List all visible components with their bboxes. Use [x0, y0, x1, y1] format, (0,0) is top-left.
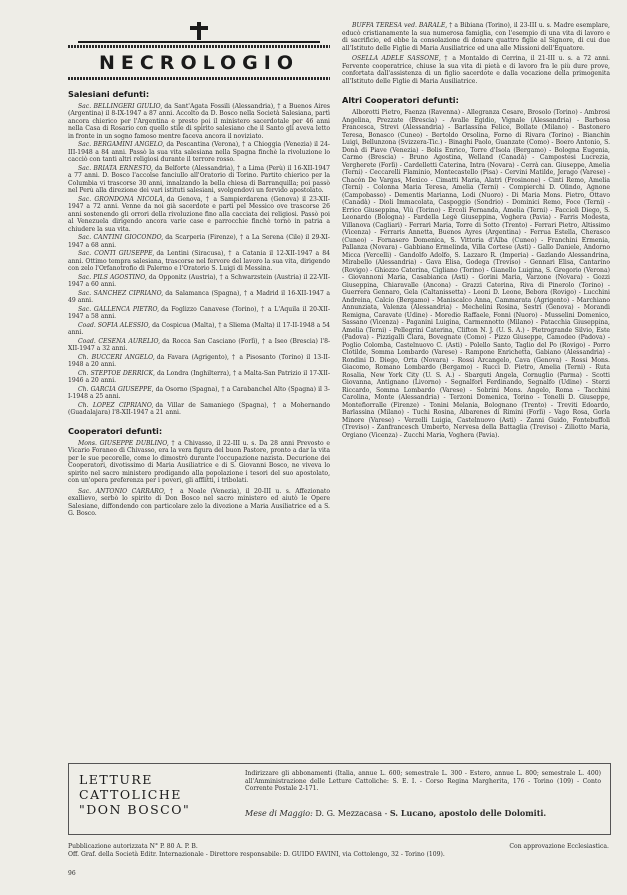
- obituary-text: da Favara (Agrigento), † a Pisosanto (Torino) il 13-II-1948 a 20 anni.: [68, 353, 331, 368]
- box-title-line2: CATTOLICHE: [79, 787, 182, 802]
- footer-authorization: Pubblicazione autorizzata N° P. 80 A. P. B.: [68, 843, 198, 850]
- obituary-entry: [68, 488, 330, 518]
- obituary-entry: [68, 370, 330, 385]
- obituary-text: da Pescantina (Verona), † a Chioggia (Venezia) il 24-III-1948 a 84 anni. Passò la sua vita salesiana nella Spagna finchè la rivoluzione lo cacciò con tanti altri religiosi durante il terrore rosso.: [68, 141, 330, 163]
- obituary-name: Sac. BRIATA ERNESTO,: [78, 164, 153, 172]
- obituary-text: da Foglizzo Canavese (Torino), † a L'Aquila il 20-XII-1947 a 58 anni.: [68, 305, 330, 320]
- obituary-entry: [68, 354, 330, 369]
- obituary-name: Sac. CONTI GIUSEPPE,: [78, 250, 155, 257]
- obituary-text: † a Noale (Venezia), il 20-III u. s. Affezionato exallievo, serbò lo spirito di Don Bosco nel sacro ministero ed aiutò le Opere Salesiane, diffondendo con particolare zelo la divozione a Maria Ausiliatrice ed a S. G. Bosco.: [68, 487, 330, 517]
- obituary-entry: [68, 274, 330, 289]
- obituary-name: Coad. SOFIA ALESSIO,: [78, 321, 151, 329]
- obituary-entry: [68, 141, 330, 164]
- obituary-entry: [68, 234, 330, 249]
- obituary-name: Sac. GRONDONA NICOLA,: [78, 195, 165, 203]
- obituary-entry: [68, 306, 330, 321]
- page-number: 96: [68, 870, 76, 877]
- box-title-line3: "DON BOSCO": [79, 802, 191, 817]
- salesiani-heading: Salesiani defunti:: [68, 88, 150, 99]
- obituary-entry: [68, 103, 330, 141]
- right-column: [342, 22, 610, 439]
- box-month-line: [245, 808, 601, 819]
- obituary-name: Sac. PILS AGOSTINO,: [78, 273, 147, 281]
- obituary-entry: [68, 338, 330, 353]
- box-dash: -: [384, 809, 388, 818]
- cooperatori-list: [68, 440, 330, 518]
- box-month-label: Mese di Maggio:: [245, 809, 313, 818]
- obituary-entry: [342, 22, 610, 52]
- salesiani-list: [68, 103, 330, 417]
- box-title-line1: LETTURE: [79, 772, 153, 787]
- obituary-name: Sac. CANTINI GIOCONDO,: [78, 234, 164, 241]
- obituary-name: Mons. GIUSEPPE DUBLINO,: [78, 439, 169, 447]
- box-title: [79, 772, 239, 817]
- right-top-list: [342, 22, 610, 85]
- obituary-name: Sac. ANTONIO CARRARO,: [78, 487, 166, 495]
- obituary-text: da Villar de Samaniego (Spagna), † a Mohernando (Guadalajara) l'8-XII-1947 a 21 anni.: [68, 401, 331, 416]
- header-rule: [78, 41, 320, 43]
- obituary-text: da Genova, † a Sampierdarena (Genova) il 23-XII-1947 a 72 anni. Venne da noi già sacerdote e partì pel Messico ove trascorse 26 anni sostenendo gli orrori della rivoluzione fino alla cacciata dei religiosi. Passò poi al Venezuela dirigendo ancora varie case e parrocchie finchè tornò in patria a chiudere la sua vita.: [68, 195, 330, 233]
- obituary-entry: [68, 386, 330, 401]
- obituary-name: Ch. GARCIA GIUSEPPE,: [78, 385, 154, 393]
- obituary-text: da Rocca San Casciano (Forlì), † a Iseo (Brescia) l'8-XII-1947 a 32 anni.: [68, 337, 331, 352]
- cooperatori-heading: Cooperatori defunti:: [68, 425, 163, 436]
- obituary-name: BUFFA TERESA ved. BARALE,: [352, 22, 448, 29]
- altri-list: Alborotti Pietro, Faenza (Ravenna) - Allegranza Cesare, Brosolo (Torino) - Ambrosi Angelina, Prezzate (Brescia) - Avalle Egidio, Vignale (Alessandria) - Barbosa Francesca, Strevi (Alessandria) - Barlassina Felice, Bollate (Milano) - Bastonero Teresa, Bonasco (Cuneo) - Bertoldo Orsolina, Forno di Rivara (Torino) - Bianchin Luigi, Bellunzona (Svizzera-Tic.) - Binaghi Paolo, Guanzate (Como) - Boero Antonio, S. Donà di Piave (Venezia) - Bolis Enrico, Torre d'Isola (Bergamo) - Bologna Eugenia, Carmo (Brescia) - Bruno Agostina, Welland (Canadà) - Campostesi Lucrezia, Vergherete (Forlì) - Cardelletti Caterina, Intra (Novara) - Cerrà can. Giuseppe, Amelia (Terni) - Ceccarelli Flaminio, Montecastello (Pisa) - Cervini Matilde, Jerago (Varese) - Chacón De Vargas, Mexico - Cimatti Maria, Alatri (Frosinone) - Cinti Remo, Amelia (Terni) - Colonna Maria Teresa, Amelia (Terni) - Compierchi D. Olindo, Agnone (Campobasso) - Dementis Marianna, Lodi (Nuoro) - Di Maria Mons. Pietro, Ottavo (Canadà) - Dioli Immacolata, Caspoggio (Sondrio) - Dominici Remo, Foce (Terni) - Errico Giuseppina, Viù (Torino) - Ercoli Fernanda, Amelia (Terni) - Faccioli Diego, S. Leonardo (Bologna) - Fardella Legè Giuseppina, Voghera (Pavia) - Farris Modesta, Villanova (Cagliari) - Ferrari Maria, Torre di Sotto (Trento) - Ferrari Pietro, Altissimo (Vicenza) - Ferraris Annetta, Buenos Ayres (Argentina) - Ferrua Estella, Cherasco (Cuneo) - Fornasero Domenica, S. Vittoria d'Alba (Cuneo) - Franchini Ermenia, Pallanza (Novara) - Gabbiano Ermelinda, Villa Cortese (Asti) - Gallo Daniele, Andorno Micca (Vercelli) - Gandolfo Adolfo, S. Lazzaro R. (Imperia) - Gazlando Alessandrina, Mirabello (Alessandria) - Gava Elisa, Godega (Treviso) - Gennari Elisa, Cantarino (Rovigo) - Ghiozzo Caterina, Cigliano (Torino) - Gianello Luigina, S. Gregorio (Verona) - Giovannoni Maria, Casabianca (Asti) - Gorini Maria, Varzone (Novara) - Gozzi Giuseppina, Chiaravalle (Ancona) - Grazzi Caterina, Riva di Pinerolo (Torino) - Guerrera Gennaro, Gela (Caltanissetta) - Leoni D. Leone, Bebora (Rovigo) - Lucchini Andreina, Calcio (Bergamo) - Maniscalco Anna, Cammarata (Agrigento) - Marchiano Annunziata, Valenza (Alessandria) - Mechelini Rosina, Sestri (Genova) - Morandi Remigna, Caravate (Udine) - Moredio Raffaele, Fonni (Nuoro) - Musselini Domenico, Sassano (Vicenza) - Paganini Luigina, Carmennotto (Milano) - Patacchia Giuseppina, Amelia (Terni) - Pellegrini Caterina, Clifton N. J. (U. S. A.) - Pietrogrande Silvio, Este (Padova) - Pizzigalli Clara, Bovegnate (Como) - Pizzo Giuseppe, Camodeo (Padova) - Poglio Colomba, Castelnuovo C. (Asti) - Polello Santo, Taglio del Po (Rovigo) - Porro Clotilde, Somma Lombardo (Varese) - Rampone Enrichetta, Gabiano (Alessandria) - Rondini D. Diego, Orta (Novara) - Rossi Arcangelo, Cava (Genova) - Rossi Mons. Giacomo, Romano Lombardo (Bergamo) - Rucci D. Pietro, Amelia (Terni) - Ruta Rosalia, New York City (U. S. A.) - Sbarguti Angela, Cornuglio (Parma) - Scotti Giovanna, Antignano (Livorno) - Segnalfori Ferdinando, Segnalfo (Udine) - Sterzi Riccardo, Somma Lombardo (Varese) - Sobrini Mons. Angelo, Roma - Tacchini Carolina, Monte (Alessandria) - Terzoni Domenica, Torino - Tonelli D. Giuseppe, Montefiorralle (Firenze) - Tonini Melania, Bolognano (Trento) - Treviti Edoardo, Barlassina (Milano) - Tuchi Rosina, Albarenes di Rimini (Forlì) - Vago Rosa, Gorla Minore (Varese) - Verzelli Luigia, Castelnuovo (Asti) - Zanni Guido, Fontebuffoli (Treviso) - Zanfrancesch Umberto, Nervesa della Battaglia (Treviso) - Ziliotto Maria, Orgiano (Vicenza) - Zucchi Maria, Voghera (Pavia).: [342, 109, 610, 439]
- obituary-text: † a Montaldo di Cerrina, il 21-III u. s. a 72 anni. Fervente cooperatrice, chiuse la sua vita di pietà e di lavoro fra le più dure prove, confortata dall'assistenza di un figlio sacerdote e dalla vocazione della primogenita all'Istituto delle Figlie di Maria Ausiliatrice.: [342, 55, 610, 85]
- obituary-text: † a Bibiana (Torino), il 23-III u. s. Madre esemplare, educò cristianamente la sua numerosa famiglia, con l'esempio di una vita di lavoro e di sacrificio, ed ebbe la consolazione di donare quattro figlie al Signore, di cui due all'Istituto delle Figlie di Maria Ausiliatrice ed una alle Missioni dell'Equatore.: [342, 22, 610, 52]
- obituary-entry: [68, 402, 330, 417]
- obituary-entry: [68, 250, 330, 273]
- left-column: [68, 22, 330, 521]
- obituary-text: da Salamanca (Spagna), † a Madrid il 16-XII-1947 a 49 anni.: [68, 289, 330, 304]
- obituary-name: Sac. BELLINGERI GIULIO,: [78, 102, 163, 110]
- obituary-text: da Sant'Agata Fossili (Alessandria), † a Buenos Aires (Argentina) il 8-IX-1947 a 87 anni. Accolto da D. Bosco nella Società Salesiana, partì ancora chierico per l'Argentina e presto poi il ministero sacerdotale per 46 anni nella Casa di Rosario con quello stile di spirito salesiano che il Santo gli aveva letto in fronte in un sogno famoso mentre faceva ancora il noviziato.: [68, 102, 330, 140]
- obituary-text: da Londra (Inghilterra), † a Malta-San Patrizio il 17-XII-1946 a 20 anni.: [68, 369, 330, 384]
- obituary-name: Ch. BUCCERI ANGELO,: [78, 353, 155, 361]
- obituary-text: da Osorno (Spagna), † a Carabanchel Alto (Spagna) il 3-I-1948 a 25 anni.: [68, 385, 330, 400]
- obituary-name: Ch. LOPEZ CIPRIANO,: [78, 401, 154, 409]
- page-title: NECROLOGIO: [98, 51, 299, 74]
- obituary-text: da Belforte (Alessandria), † a Lima (Perù) il 16-XII-1947 a 77 anni. D. Bosco l'accolse fanciullo all'Oratorio di Torino. Partito chierico per la Columbia vi trascorse 30 anni, innalzando la bella chiesa di Barranquilla; poi passò nel Perù alla direzione dei vari istituti salesiani, svolgendovi un fervido apostolato.: [68, 164, 330, 194]
- header-band-bottom: [68, 77, 330, 80]
- obituary-name: Sac. BERGAMINI ANGELO,: [78, 141, 165, 148]
- obituary-name: OSELLA ADELE SASSONE,: [352, 55, 441, 62]
- obituary-entry: [68, 290, 330, 305]
- obituary-entry: [68, 196, 330, 234]
- obituary-text: da Cospicua (Malta), † a Sliema (Malta) il 17-II-1948 a 54 anni.: [68, 321, 330, 336]
- header-band: [68, 45, 330, 48]
- box-book-title: S. Lucano, apostolo delle Dolomiti.: [389, 808, 547, 818]
- obituary-name: Sac. SANCHEZ CIPRIANO,: [78, 289, 164, 297]
- footer-printer: Off. Graf. della Società Editr. Internazionale - Direttore responsabile: D. GUIDO FAVINI, via Cottolengo, 32 - Torino (109).: [68, 851, 445, 858]
- obituary-entry: [68, 322, 330, 337]
- obituary-entry: [68, 165, 330, 195]
- obituary-text: † a Chivasso, il 22-III u. s. Da 28 anni Prevosto e Vicario Foraneo di Chivasso, era la vera figura del buon Pastore, pronto a dar la vita per le sue pecorelle, come lo dimostrò durante l'occupazione nazista. Decurione dei Cooperatori, divotissimo di Maria Ausiliatrice e di S. Giovanni Bosco, ne viveva lo spirito nel sacro ministero prodigando alla popolazione i tesori del suo apostolato, con un'opera preferenza per i poveri, gli afflitti, i tribolati.: [68, 439, 330, 484]
- obituary-entry: [342, 55, 610, 85]
- footer-approval: Con approvazione Ecclesiastica.: [509, 843, 609, 850]
- obituary-name: Ch. STEPTOE DERRICK,: [78, 369, 155, 377]
- obituary-text: da Opponitz (Austria), † a Schwarzstein (Austria) il 22-VII-1947 a 60 anni.: [68, 273, 331, 288]
- obituary-entry: [68, 440, 330, 485]
- obituary-name: Coad. CESENA AURELIO,: [78, 337, 161, 345]
- letture-cattoliche-box: [68, 763, 611, 835]
- box-author: D. G. Mezzacasa: [315, 809, 383, 818]
- obituary-text: da Scarperia (Firenze), † a La Serena (Cile) il 29-XI-1947 a 68 anni.: [68, 234, 330, 249]
- box-subscription-info: Indirizzare gli abbonamenti (Italia, annue L. 600; semestrale L. 300 - Estero, annue L. 800; semestrale L. 400) all'Amministrazione delle Letture Cattoliche: S. E. I. - Corso Regina Margherita, 176 - Torino (109) - Conto Corrente Postale 2-171.: [245, 770, 601, 792]
- footer: [68, 843, 609, 859]
- obituary-name: Sac. GALLENCA PIETRO,: [78, 305, 160, 313]
- altri-heading: Altri Cooperatori defunti:: [342, 95, 459, 105]
- necrology-header: [68, 22, 330, 80]
- obituary-text: da Lentini (Siracusa), † a Catania il 12-XII-1947 a 84 anni. Ottimo tempra salesiana, trascorse nel fervore del lavoro la sua vita, dirigendo con zelo l'Orfanotrofio di Palermo e l'Oratorio S. Luigi di Messina.: [68, 250, 330, 272]
- cross-icon: [189, 22, 209, 40]
